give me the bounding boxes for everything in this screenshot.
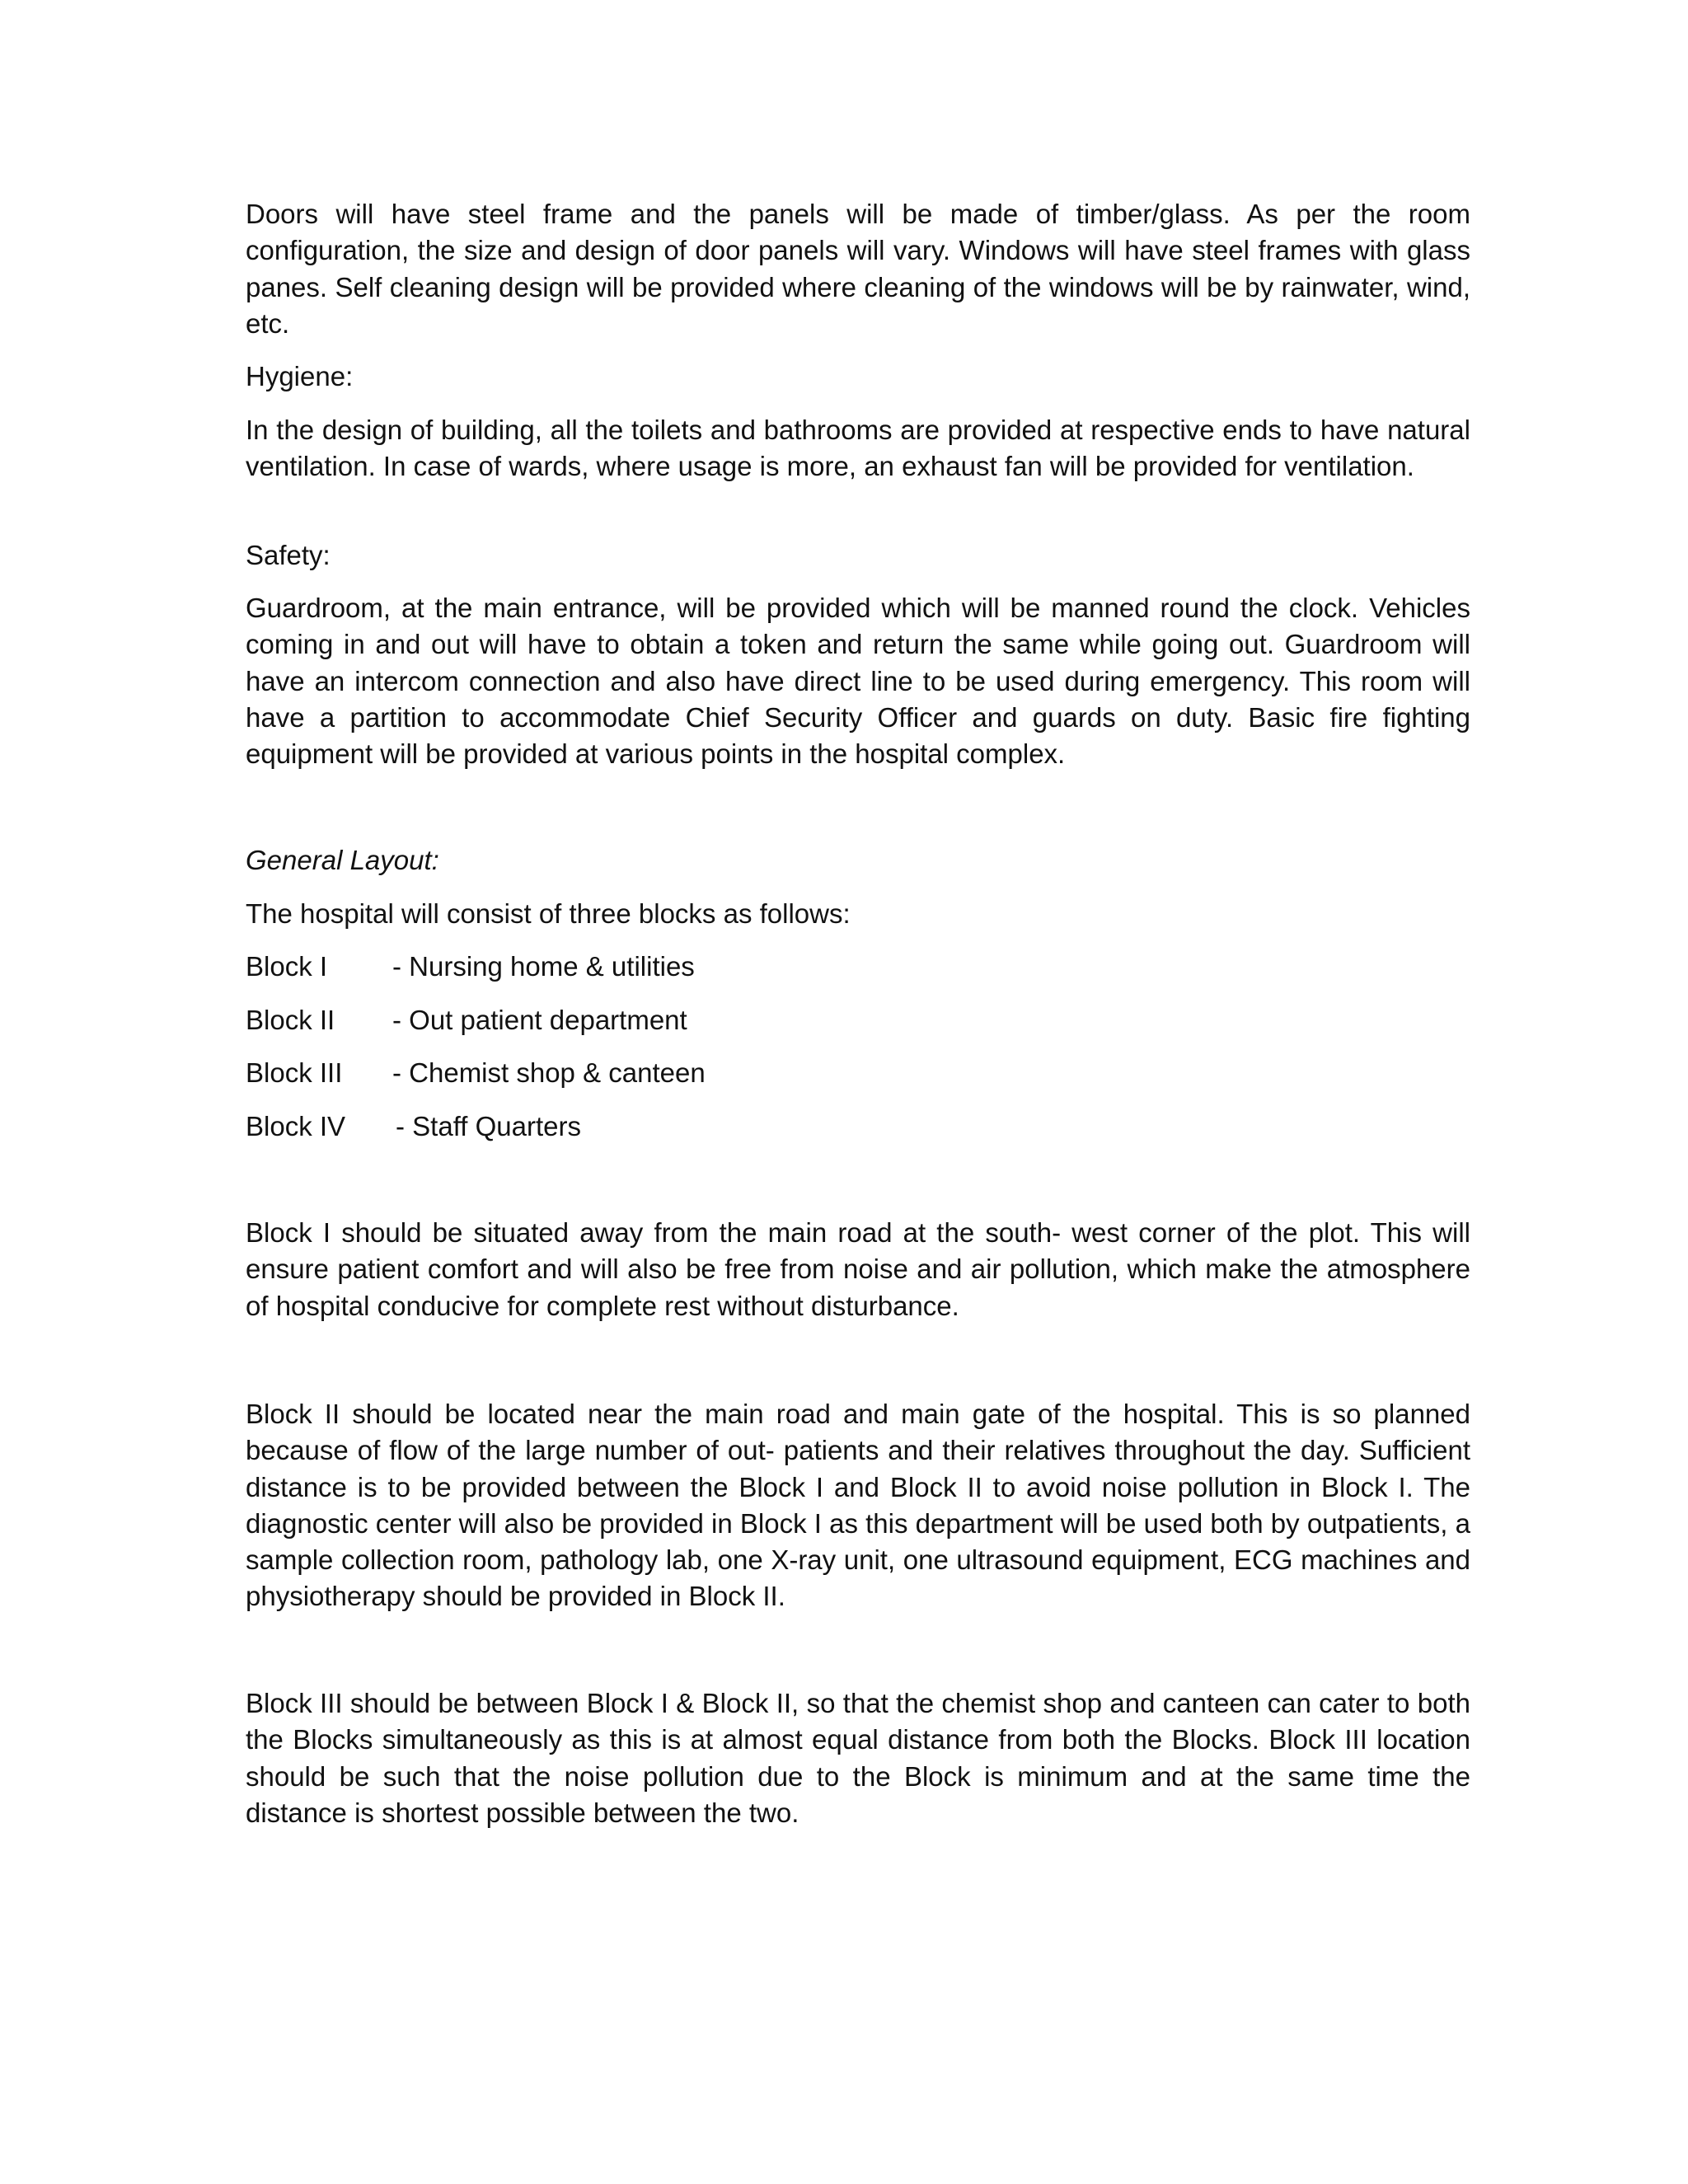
block-name: Block IV — [246, 1111, 346, 1141]
blocks-intro: The hospital will consist of three blocks as follows: — [246, 898, 851, 929]
general-layout-heading: General Layout: — [246, 845, 439, 875]
block-name: Block III — [246, 1057, 343, 1088]
block-name: Block II — [246, 1005, 335, 1035]
safety-paragraph: Guardroom, at the main entrance, will be provided which will be manned round the clock. Vehicles coming in and out will have to obtain a token and return the same while going out. Guardroom will have an intercom connection and also have direct line to be used during emergency. This room will have a partition to accommodate Chief Security Officer and guards on duty. Basic fire fighting equipment will be provided at various points in the hospital complex. — [246, 593, 1470, 770]
block-description: - Staff Quarters — [396, 1111, 581, 1141]
block-name: Block I — [246, 951, 328, 982]
hygiene-paragraph: In the design of building, all the toilets and bathrooms are provided at respective ends to have natural ventilation. In case of wards, where usage is more, an exhaust fan will be provided for ventilation. — [246, 415, 1470, 482]
block3-paragraph: Block III should be between Block I & Block II, so that the chemist shop and canteen can cater to both the Blocks simultaneously as this is at almost equal distance from both the Blocks. Block III location should be such that the noise pollution due to the Block is minimum and at the same time the distance is shortest possible between the two. — [246, 1688, 1470, 1828]
block-description: - Nursing home & utilities — [392, 951, 695, 982]
block1-paragraph: Block I should be situated away from the main road at the south- west corner of the plot. This will ensure patient comfort and will also be free from noise and air pollution, which make the atmosphere of hospital conducive for complete rest without disturbance. — [246, 1217, 1470, 1321]
hygiene-heading: Hygiene: — [246, 361, 354, 391]
block-description: - Chemist shop & canteen — [392, 1057, 706, 1088]
doors-paragraph: Doors will have steel frame and the panels will be made of timber/glass. As per the room configuration, the size and design of door panels will vary. Windows will have steel frames with glass panes. Self cleaning design will be provided where cleaning of the windows will be by rainwater, wind, etc. — [246, 199, 1470, 339]
block-description: - Out patient department — [392, 1005, 687, 1035]
block2-paragraph: Block II should be located near the main road and main gate of the hospital. This is so planned because of flow of the large number of out- patients and their relatives throughout the day. Sufficient distance is to be provided between the Block I and Block II to avoid noise pollution in Block I. The diagnostic center will also be provided in Block I as this department will be used both by outpatients, a sample collection room, pathology lab, one X-ray unit, one ultrasound equipment, ECG machines and physiotherapy should be provided in Block II. — [246, 1399, 1470, 1612]
safety-heading: Safety: — [246, 540, 331, 570]
